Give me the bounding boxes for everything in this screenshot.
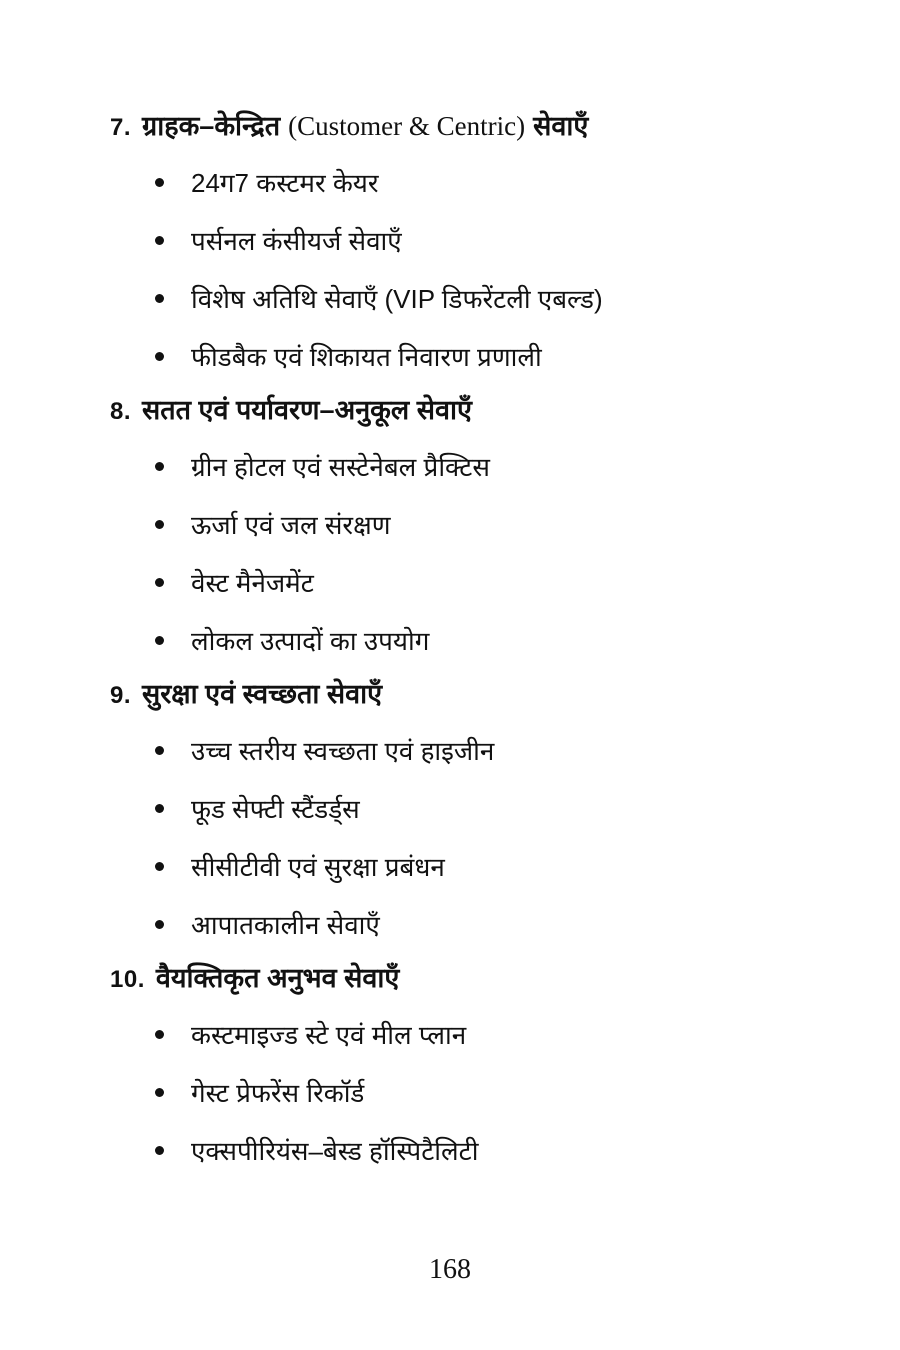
section-title-hindi-tail: सेवाएँ xyxy=(533,111,589,141)
section-8 xyxy=(110,392,830,659)
list-item-text: फूड सेफ्टी स्टैंडर्ड्स xyxy=(191,794,360,824)
list-item-text: एक्सपीरियंस–बेस्ड हॉस्पिटैलिटी xyxy=(191,1136,479,1166)
section-heading xyxy=(110,676,830,712)
list-item xyxy=(155,165,830,201)
list-item-text: कस्टमाइज्ड स्टे एवं मील प्लान xyxy=(191,1020,467,1050)
section-9 xyxy=(110,676,830,943)
list-item-text: ऊर्जा एवं जल संरक्षण xyxy=(191,510,391,540)
bullet-icon xyxy=(155,746,164,755)
list-item-text: वेस्ट मैनेजमेंट xyxy=(191,568,314,598)
section-heading xyxy=(110,392,830,428)
bullet-icon xyxy=(155,462,164,471)
list-item-text: लोकल उत्पादों का उपयोग xyxy=(191,626,430,656)
section-7 xyxy=(110,108,830,375)
section-heading xyxy=(110,960,830,996)
list-item-text: पर्सनल कंसीयर्ज सेवाएँ xyxy=(191,226,402,256)
section-title-hindi: ग्राहक–केन्द्रित xyxy=(142,111,281,141)
bullet-icon xyxy=(155,1030,164,1039)
list-item xyxy=(155,339,830,375)
bullet-icon xyxy=(155,1088,164,1097)
list-item xyxy=(155,1075,830,1111)
section-heading xyxy=(110,108,830,144)
section-10 xyxy=(110,960,830,1169)
list-item xyxy=(155,791,830,827)
list-item xyxy=(155,849,830,885)
list-item xyxy=(155,565,830,601)
bullet-icon xyxy=(155,862,164,871)
list-item xyxy=(155,507,830,543)
list-item-text: सीसीटीवी एवं सुरक्षा प्रबंधन xyxy=(191,852,445,882)
section-title-hindi: वैयक्तिकृत अनुभव सेवाएँ xyxy=(155,963,400,993)
section-number: 9. xyxy=(110,682,132,709)
section-title-hindi: सुरक्षा एवं स्वच्छता सेवाएँ xyxy=(142,679,383,709)
bullet-icon xyxy=(155,1146,164,1155)
list-item xyxy=(155,623,830,659)
list-item-text: विशेष अतिथि सेवाएँ (VIP डिफरेंटली एबल्ड) xyxy=(191,284,603,314)
section-title-hindi: सतत एवं पर्यावरण–अनुकूल सेवाएँ xyxy=(142,395,472,425)
section-number: 10. xyxy=(110,966,145,993)
bullet-icon xyxy=(155,294,164,303)
bullet-icon xyxy=(155,178,164,187)
page-content xyxy=(110,108,830,1191)
list-item xyxy=(155,449,830,485)
list-item xyxy=(155,733,830,769)
bullet-icon xyxy=(155,236,164,245)
bullet-icon xyxy=(155,804,164,813)
list-item-text: गेस्ट प्रेफरेंस रिकॉर्ड xyxy=(191,1078,365,1108)
list-item xyxy=(155,1017,830,1053)
list-item xyxy=(155,281,830,317)
section-number: 7. xyxy=(110,114,132,141)
list-item-text: आपातकालीन सेवाएँ xyxy=(191,910,380,940)
list-item-text: ग्रीन होटल एवं सस्टेनेबल प्रैक्टिस xyxy=(191,452,490,482)
section-title-english: (Customer & Centric) xyxy=(288,111,526,141)
list-item-text: 24ग7 कस्टमर केयर xyxy=(191,168,379,198)
bullet-icon xyxy=(155,920,164,929)
bullet-icon xyxy=(155,352,164,361)
list-item xyxy=(155,223,830,259)
list-item-text: उच्च स्तरीय स्वच्छता एवं हाइजीन xyxy=(191,736,495,766)
page-number: 168 xyxy=(429,1254,471,1285)
list-item xyxy=(155,907,830,943)
bullet-icon xyxy=(155,578,164,587)
bullet-icon xyxy=(155,636,164,645)
bullet-icon xyxy=(155,520,164,529)
list-item xyxy=(155,1133,830,1169)
section-number: 8. xyxy=(110,398,132,425)
list-item-text: फीडबैक एवं शिकायत निवारण प्रणाली xyxy=(191,342,542,372)
